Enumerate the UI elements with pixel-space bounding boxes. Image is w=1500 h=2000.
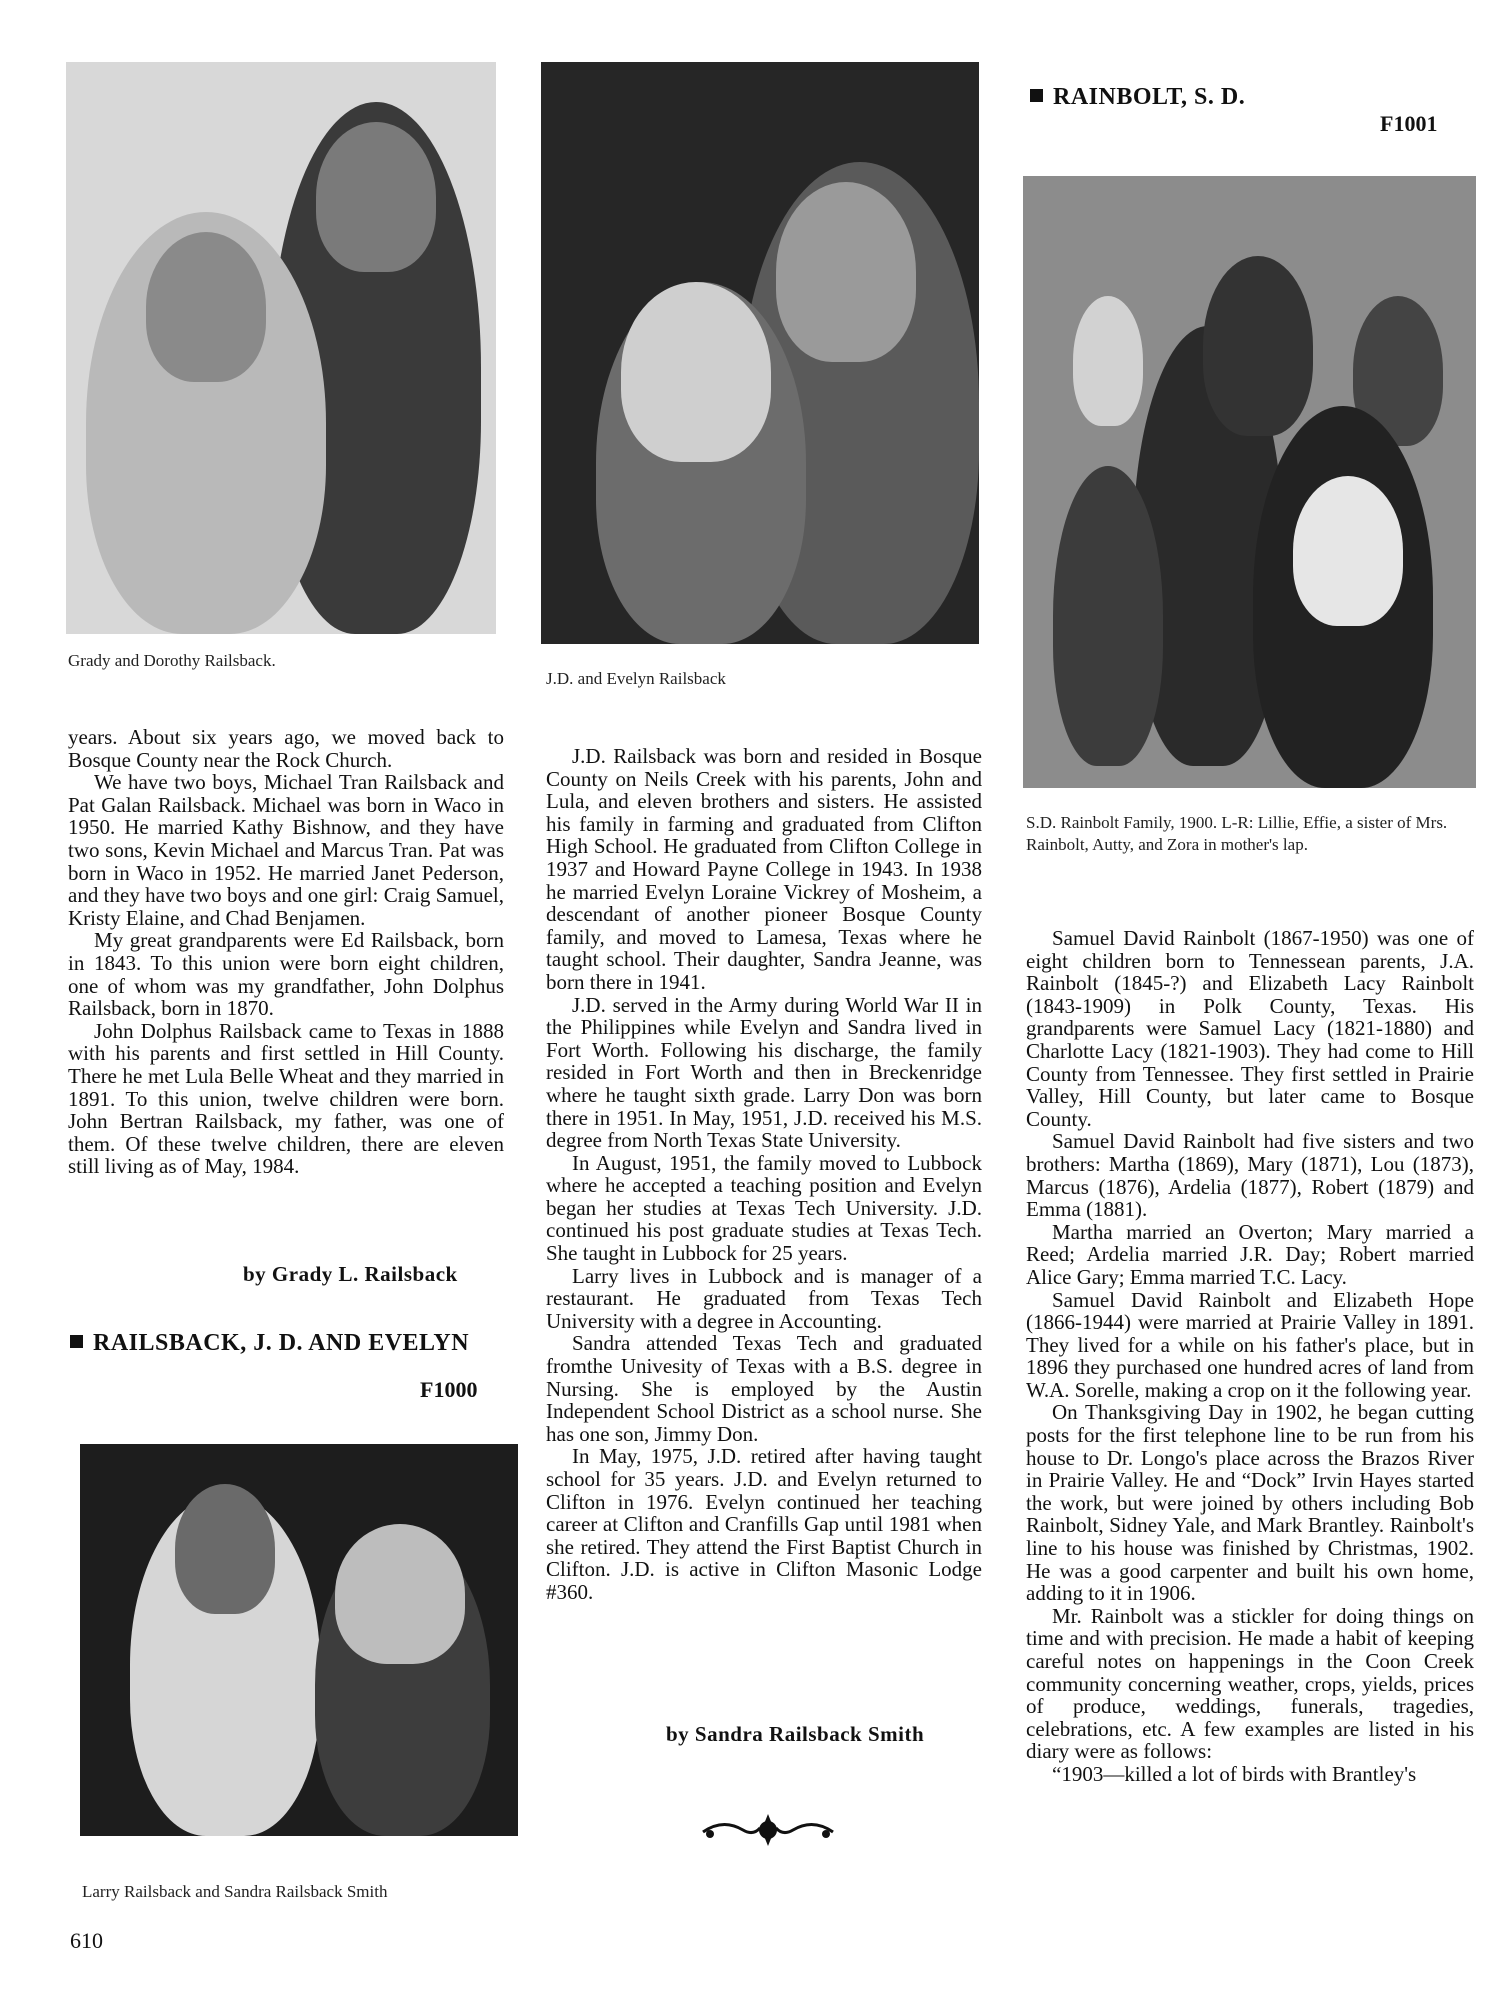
paragraph: On Thanksgiving Day in 1902, he began cutting posts for the first telephone line to be run from his house to Dr. Longo's place across the Brazos River in Prairie Valley. He and “Dock” Irvin Hayes started the work, but were joined by others including Bob Rainbolt, Sidney Yale, and Mark Brantley. Rainbolt's line to his house was finished by Christmas, 1902. He was a good carpenter and built his own home, adding to it in 1906.	[1026, 1400, 1474, 1606]
paragraph: Samuel David Rainbolt and Elizabeth Hope (1866-1944) were married at Prairie Valley in 1891. They lived for a while on his father's place, but in 1896 they purchased one hundred acres of land from W.A. Sorelle, making a crop on it the following year.	[1026, 1287, 1474, 1402]
paragraph: Samuel David Rainbolt (1867-1950) was one of eight children born to Tennessean parents, J.A. Rainbolt (1845-?) and Elizabeth Lacy Rainbolt (1843-1909) in Polk County, Texas. His grandparents were Samuel Lacy (1821-1880) and Charlotte Lacy (1821-1903). They had come to Hill County from Tennessee. They first settled in Prairie Valley, Hill County, but later came to Bosque County.	[1026, 926, 1474, 1131]
photo-figure-girl-standing	[1203, 256, 1313, 436]
caption-rainbolt-family: S.D. Rainbolt Family, 1900. L-R: Lillie, Effie, a sister of Mrs. Rainbolt, Autty, and Zora in mother's lap.	[1026, 813, 1448, 854]
paragraph: J.D. Railsback was born and resided in Bosque County on Neils Creek with his parents, John and Lula, and eleven brothers and sisters. He assisted his family in farming and graduated from Clifton High School. He graduated from Clifton College in 1937 and Howard Payne College in 1943. In 1938 he married Evelyn Loraine Vickrey of Mosheim, a descendant of another pioneer Bosque County family, and moved to Lamesa, Texas where he taught school. Their daughter, Sandra Jeanne, was born there in 1941.	[546, 744, 982, 994]
section-code-railsback-jd: F1000	[420, 1377, 478, 1402]
paragraph: In August, 1951, the family moved to Lubbock where he accepted a teaching position and Evelyn began her studies at Texas Tech University. J.D. continued his post graduate studies at Texas Tech. She taught in Lubbock for 25 years.	[546, 1150, 982, 1266]
photo-figure-baby	[1293, 476, 1403, 626]
page-number: 610	[70, 1928, 103, 1953]
photo-grady-dorothy	[66, 62, 496, 634]
photo-rainbolt-family	[1023, 176, 1476, 788]
column-2-text	[546, 745, 982, 1604]
photo-figure-woman-face	[146, 232, 266, 382]
photo-figure-evelyn-face	[621, 282, 771, 462]
heading-bullet	[1030, 89, 1043, 102]
photo-figure-man-face	[316, 122, 436, 272]
paragraph: John Dolphus Railsback came to Texas in 1888 with his parents and first settled in Hill County. There he met Lula Belle Wheat and they married in 1891. To this union, twelve children were born. John Bertran Railsback, my father, was one of them. Of these twelve children, there are eleven still living as of May, 1984.	[68, 1018, 504, 1179]
section-heading-rainbolt	[1030, 84, 1245, 111]
paragraph: Mr. Rainbolt was a stickler for doing things on time and with precision. He made a habit of keeping careful notes on happenings in the Coon Creek community concerning weather, crops, yields, prices of produce, weddings, funerals, tragedies, celebrations, etc. A few examples are listed in his diary were as follows:	[1026, 1603, 1474, 1764]
heading-text-rainbolt: RAINBOLT, S. D.	[1053, 84, 1246, 110]
photo-jd-evelyn	[541, 62, 979, 644]
paragraph: Larry lives in Lubbock and is manager of a restaurant. He graduated from Texas Tech University with a degree in Accounting.	[546, 1263, 982, 1333]
photo-figure-child-1	[1073, 296, 1143, 426]
paragraph: years. About six years ago, we moved back to Bosque County near the Rock Church.	[68, 725, 504, 772]
column-1-text	[68, 726, 504, 1178]
decorative-ornament-icon	[698, 1812, 838, 1848]
section-heading-railsback-jd	[70, 1330, 469, 1357]
paragraph: My great grandparents were Ed Railsback, born in 1843. To this union were born eight children, one of whom was my grandfather, John Dolphus Railsback, born in 1870.	[68, 928, 504, 1021]
photo-figure-jd-face	[776, 182, 916, 362]
byline-grady: by Grady L. Railsback	[243, 1262, 458, 1286]
column-3-text	[1026, 927, 1474, 1786]
paragraph: J.D. served in the Army during World War II in the Philippines while Evelyn and Sandra lived in Fort Worth. Following his discharge, the family resided in Fort Worth and then in Breckenridge where he taught sixth grade. Larry Don was born there in 1951. In May, 1951, J.D. received his M.S. degree from North Texas State University.	[546, 992, 982, 1153]
photo-figure-sandra-hair	[335, 1524, 465, 1664]
heading-bullet	[70, 1335, 83, 1348]
section-code-rainbolt: F1001	[1380, 111, 1438, 136]
caption-jd-evelyn: J.D. and Evelyn Railsback	[546, 669, 726, 688]
caption-larry-sandra: Larry Railsback and Sandra Railsback Smith	[82, 1882, 388, 1901]
paragraph: In May, 1975, J.D. retired after having taught school for 35 years. J.D. and Evelyn returned to Clifton in 1976. Evelyn continued her teaching career at Clifton and Cranfills Gap until 1981 when she retired. They attend the First Baptist Church in Clifton. J.D. is active in Clifton Masonic Lodge #360.	[546, 1444, 982, 1604]
paragraph: Samuel David Rainbolt had five sisters and two brothers: Martha (1869), Mary (1871), Lou (1873), Marcus (1876), Ardelia (1877), Robert (1879) and Emma (1881).	[1026, 1129, 1474, 1222]
photo-figure-larry-face	[175, 1484, 275, 1614]
paragraph: “1903—killed a lot of birds with Brantley's	[1052, 1761, 1417, 1786]
paragraph: Sandra attended Texas Tech and graduated fromthe Univesity of Texas with a B.S. degree in Nursing. She is employed by the Austin Independent School District as a school nurse. She has one son, Jimmy Don.	[546, 1331, 982, 1446]
paragraph: We have two boys, Michael Tran Railsback and Pat Galan Railsback. Michael was born in Waco in 1950. He married Kathy Bishnow, and they have two sons, Kevin Michael and Marcus Tran. Pat was born in Waco in 1952. He married Janet Pederson, and they have two boys and one girl: Craig Samuel, Kristy Elaine, and Chad Benjamen.	[68, 770, 504, 930]
photo-larry-sandra	[80, 1444, 518, 1836]
heading-text-railsback: RAILSBACK, J. D. AND EVELYN	[93, 1330, 470, 1356]
byline-sandra: by Sandra Railsback Smith	[666, 1722, 925, 1746]
caption-grady-dorothy: Grady and Dorothy Railsback.	[68, 651, 276, 670]
paragraph: Martha married an Overton; Mary married a Reed; Ardelia married J.R. Day; Robert married Alice Gary; Emma married T.C. Lacy.	[1026, 1219, 1474, 1289]
photo-figure-child-2	[1053, 466, 1163, 766]
